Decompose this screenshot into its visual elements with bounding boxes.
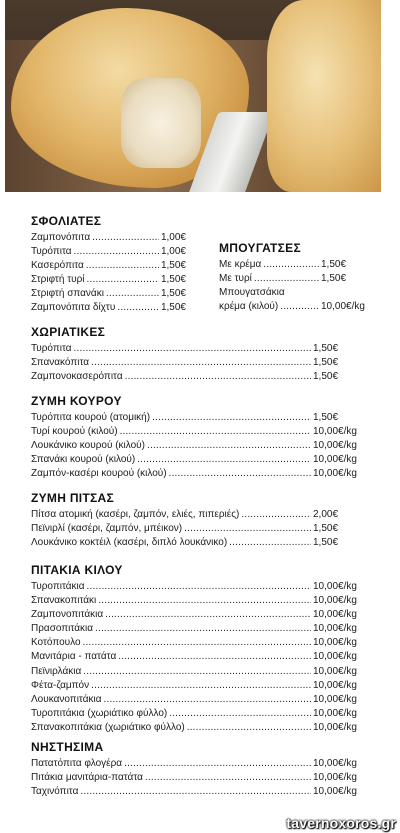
menu-item: Πεϊνιρλάκια ..... 10,00€/kg bbox=[31, 665, 379, 679]
menu-item: Λουκανοπιτάκια ..... 10,00€/kg bbox=[31, 693, 379, 707]
menu-item: Σπανακόπιτα ..... 1,50€ bbox=[31, 356, 379, 370]
menu-item: Σπανακοπιτάκι ..... 10,00€/kg bbox=[31, 594, 379, 608]
menu-item: Τυρόπιτα ..... 1,50€ bbox=[31, 342, 379, 356]
menu-item: Λουκάνικο κοκτέιλ (κασέρι, διπλό λουκάνικο) ..... 1,50€ bbox=[31, 536, 379, 550]
pie-right bbox=[267, 0, 381, 192]
section-title: ΠΙΤΑΚΙΑ ΚΙΛΟΥ bbox=[31, 563, 123, 577]
menu-item: Ζαμπόν-κασέρι κουρού (κιλού) ..... 10,00€/kg bbox=[31, 467, 379, 481]
menu-item-label: Μπουγατσάκια bbox=[219, 287, 285, 299]
section-title: ΜΠΟΥΓΑΤΣΕΣ bbox=[219, 241, 301, 255]
menu-item: Ζαμπονόπιτα ..... 1,00€ bbox=[31, 231, 186, 245]
section-bougatses bbox=[219, 241, 379, 314]
menu-item: Τυρί κουρού (κιλού) ..... 10,00€/kg bbox=[31, 425, 379, 439]
section-zymi-pitsas bbox=[31, 491, 379, 550]
menu-item: Κοτόπουλο ..... 10,00€/kg bbox=[31, 636, 379, 650]
menu-item: Σπανάκι κουρού (κιλού) ..... 10,00€/kg bbox=[31, 453, 379, 467]
menu-item: Πιτάκια μανιτάρια-πατάτα ..... 10,00€/kg bbox=[31, 771, 379, 785]
menu-item: Σπανακοπιτάκια (χωριάτικο φύλλο) ..... 10,00€/kg bbox=[31, 721, 379, 735]
section-pitakia bbox=[31, 563, 379, 735]
menu-item: Τυροπιτάκια (χωριάτικο φύλλο) ..... 10,00€/kg bbox=[31, 707, 379, 721]
section-nistisima bbox=[31, 740, 379, 799]
menu-item: Ταχινόπιτα ..... 10,00€/kg bbox=[31, 785, 379, 799]
menu-item: Στριφτή τυρί ..... 1,50€ bbox=[31, 273, 186, 287]
menu-item: κρέμα (κιλού) ..... 10,00€/kg bbox=[219, 300, 379, 314]
section-title: ΝΗΣΤΗΣΙΜΑ bbox=[31, 740, 104, 754]
menu-item: Μανιτάρια - πατάτα ..... 10,00€/kg bbox=[31, 650, 379, 664]
watermark: tavernoxoros.gr bbox=[286, 815, 396, 831]
section-title: ΖΥΜΗ ΠΙΤΣΑΣ bbox=[31, 491, 115, 505]
menu-item: Πρασοπιτάκια ..... 10,00€/kg bbox=[31, 622, 379, 636]
menu-item: Κασερόπιτα ..... 1,50€ bbox=[31, 259, 186, 273]
section-title: ΧΩΡΙΑΤΙΚΕΣ bbox=[31, 325, 106, 339]
menu-item: Λουκάνικο κουρού (κιλού) ..... 10,00€/kg bbox=[31, 439, 379, 453]
menu-item: Πίτσα ατομική (κασέρι, ζαμπόν, ελιές, πιπεριές) ..... 2,00€ bbox=[31, 508, 379, 522]
menu-item: Πεϊνιρλί (κασέρι, ζαμπόν, μπέικον) ..... 1,50€ bbox=[31, 522, 379, 536]
section-title: ΣΦΟΛΙΑΤΕΣ bbox=[31, 214, 102, 228]
menu-item: Τυροπιτάκια ..... 10,00€/kg bbox=[31, 580, 379, 594]
section-sfoliates bbox=[31, 214, 186, 316]
menu-item: Με κρέμα ..... 1,50€ bbox=[219, 258, 379, 272]
menu-item: Ζαμπονόπιτα δίχτυ ..... 1,50€ bbox=[31, 301, 186, 315]
section-zymi-kourou bbox=[31, 394, 379, 481]
menu-item: Τυρόπιτα κουρού (ατομική) ..... 1,50€ bbox=[31, 411, 379, 425]
pie-cut-filling bbox=[121, 78, 201, 168]
pie-photo bbox=[5, 0, 381, 192]
section-title: ΖΥΜΗ ΚΟΥΡΟΥ bbox=[31, 394, 122, 408]
section-xoriatikes bbox=[31, 325, 379, 384]
menu-item: Με τυρί ..... 1,50€ bbox=[219, 272, 379, 286]
menu-item: Ζαμπονοπιτάκια ..... 10,00€/kg bbox=[31, 608, 379, 622]
menu-item: Στριφτή σπανάκι ..... 1,50€ bbox=[31, 287, 186, 301]
menu-item: Τυρόπιτα ..... 1,00€ bbox=[31, 245, 186, 259]
menu-item: Φέτα-ζαμπόν ..... 10,00€/kg bbox=[31, 679, 379, 693]
menu-item: Πατατόπιτα φλογέρα ..... 10,00€/kg bbox=[31, 757, 379, 771]
menu-item: Ζαμπονοκασερόπιτα ..... 1,50€ bbox=[31, 370, 379, 384]
